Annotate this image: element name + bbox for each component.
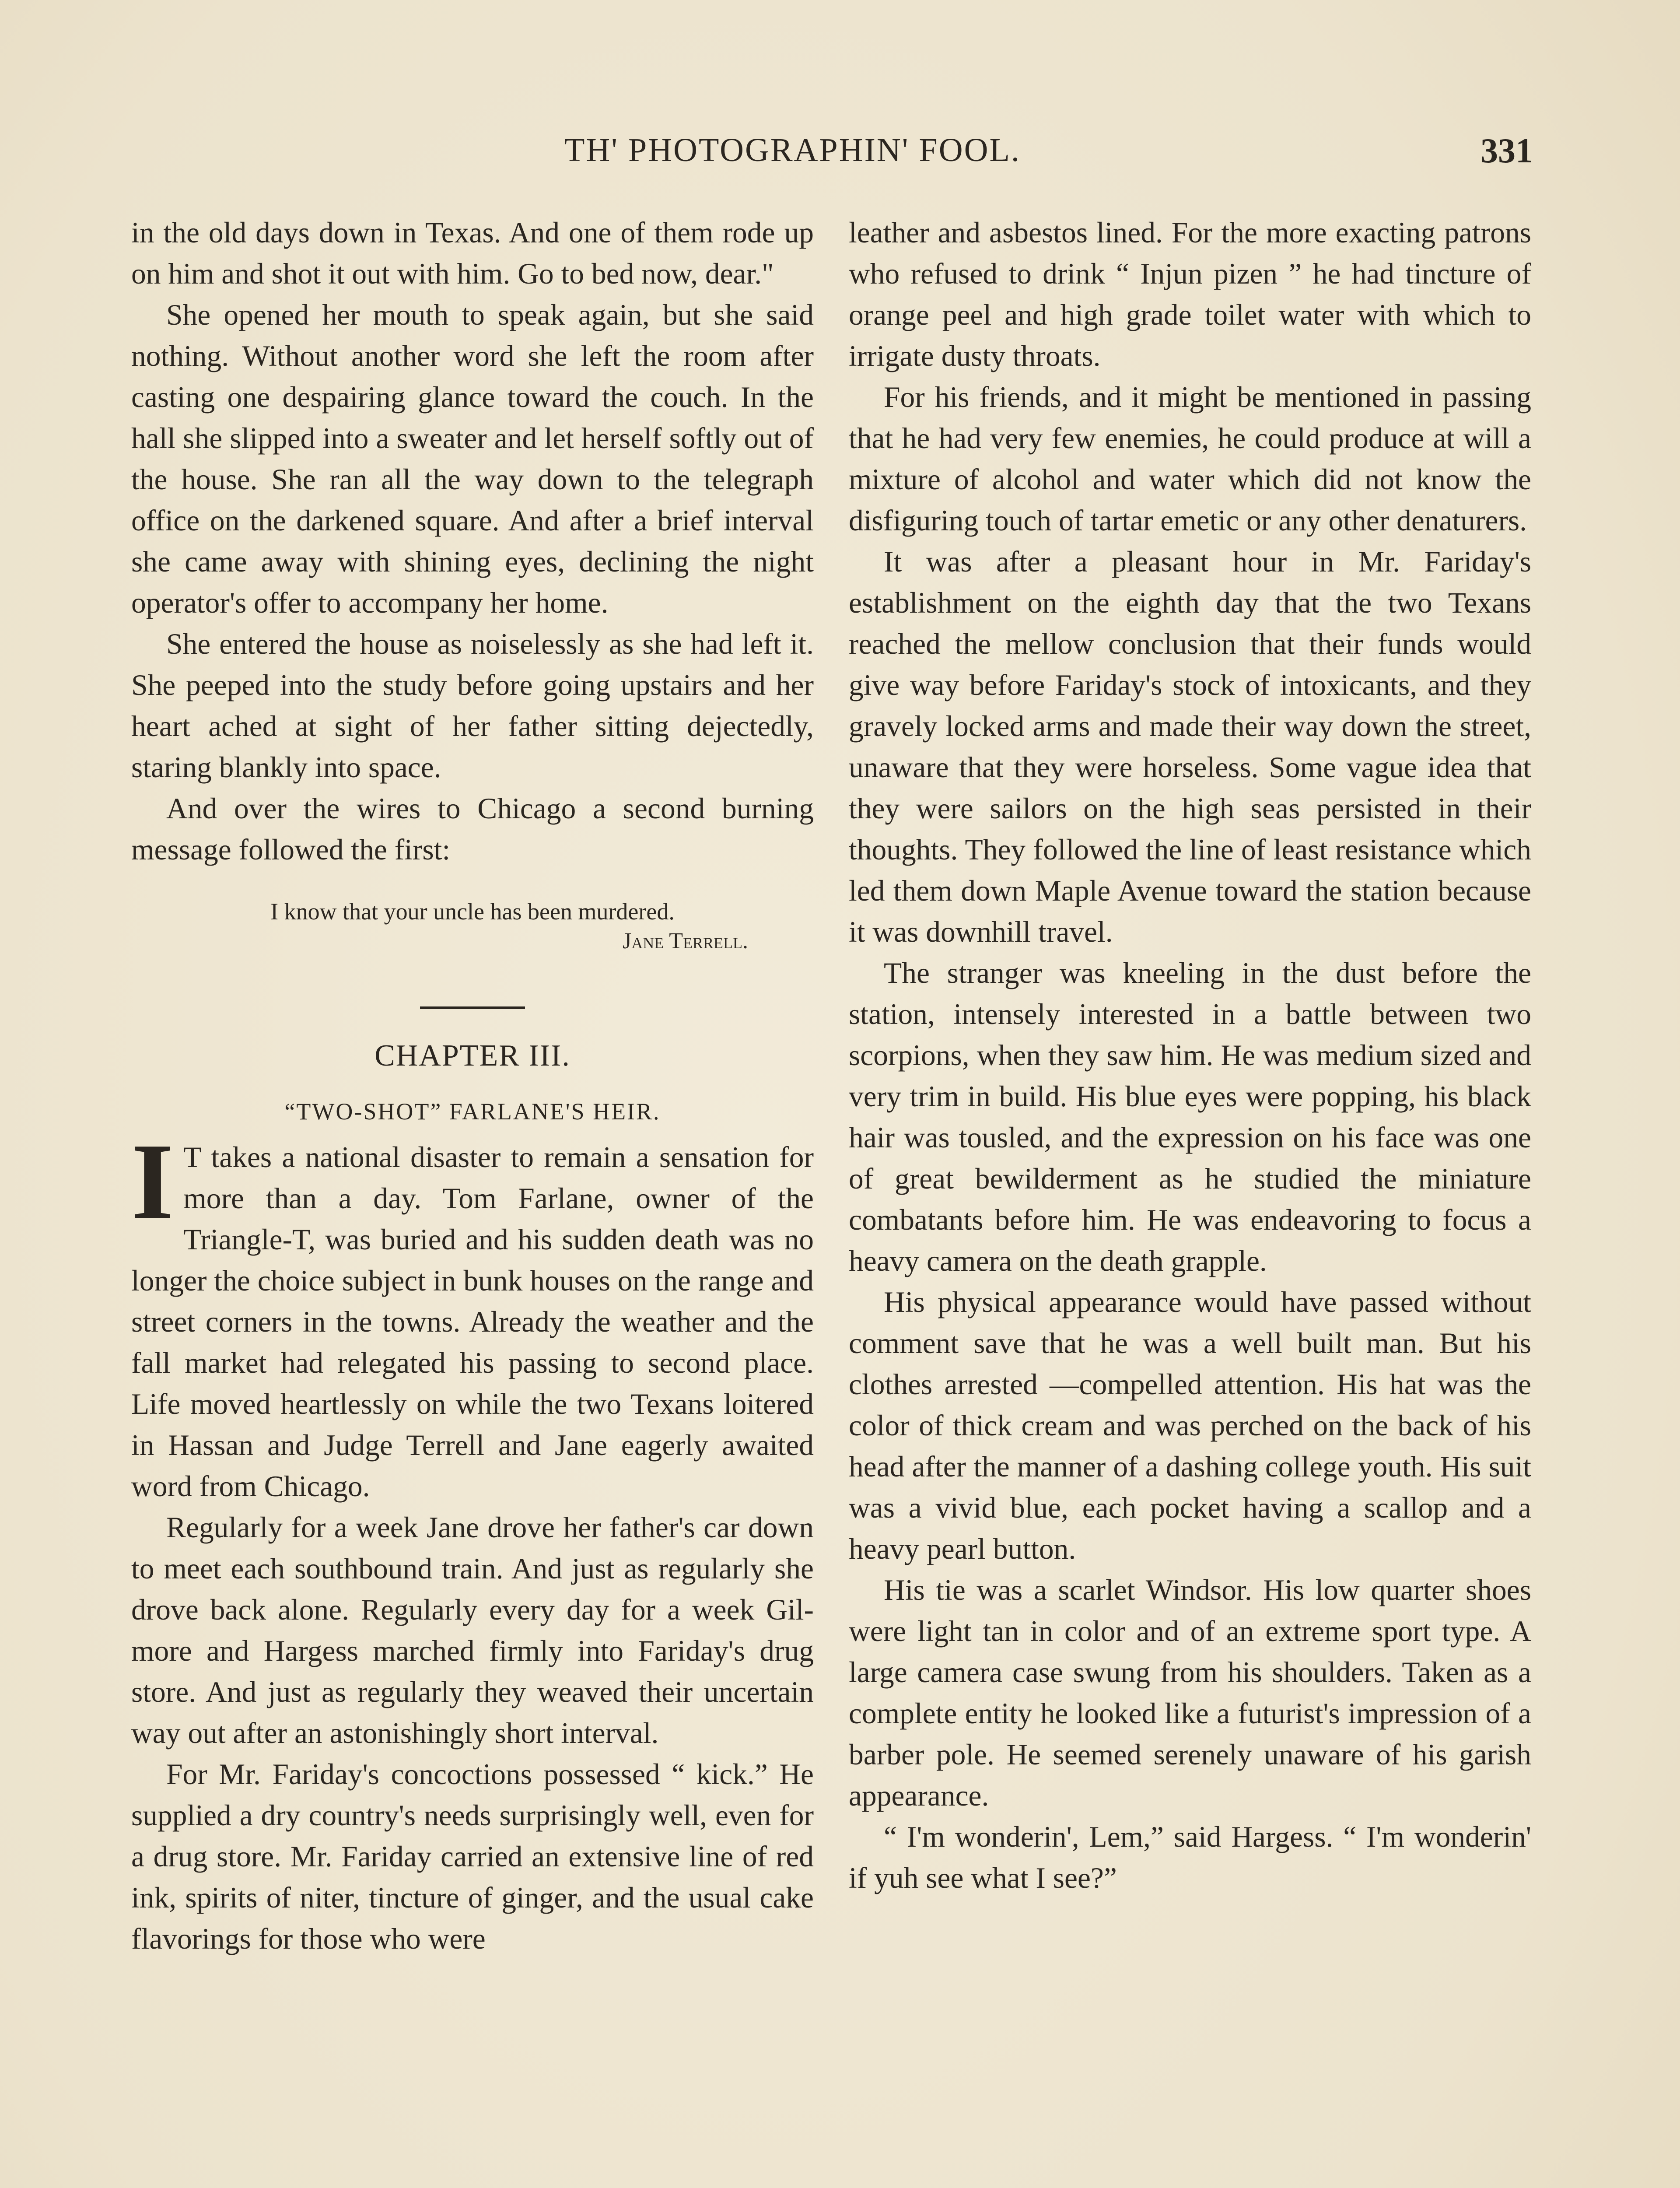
chapter-title: CHAPTER III. bbox=[374, 1039, 570, 1073]
paragraph: in the old days down in Texas. And one of them rode up on him and shot it out with him. Go to bed now, dear." bbox=[131, 216, 814, 290]
section-divider bbox=[420, 1006, 525, 1009]
paragraph: Regularly for a week Jane drove her father's car down to meet each southbound train. And just as regularly she drove back alone. Regularly every day for a week Gilmore and Hargess marched firmly into Fariday's drug store. And just as regularly they weaved their uncertain way out after an astonishingly short interval. bbox=[131, 1511, 814, 1750]
paragraph: It was after a pleasant hour in Mr. Fariday's establishment on the eighth day that the two Texans reached the mellow conclusion that their funds would give way before Fariday's stock of intoxicants, and they gravely locked arms and made their way down the street, unaware that they were horseless. Some vague idea that they were sailors on the high seas persisted in their thoughts. They followed the line of least resistance which led them down Maple Avenue toward the station because it was downhill travel. bbox=[849, 545, 1531, 948]
paragraph-dropcap bbox=[131, 1121, 814, 1507]
running-title: TH' PHOTOGRAPHIN' FOOL. bbox=[564, 132, 1021, 168]
paragraph: His physical appearance would have passed without comment save that he was a well built man. But his clothes arrested —compelled attention. His hat was the color of thick cream and was perched on the back of his head after the manner of a dashing college youth. His suit was a vivid blue, each pocket having a scallop and a heavy pearl button. bbox=[849, 1286, 1531, 1565]
telegram-text: I know that your uncle has been murdered. bbox=[270, 898, 675, 925]
paragraph: She entered the house as noiselessly as she had left it. She peeped into the study before going upstairs and her heart ached at sight of her father sitting dejectedly, staring blankly into space. bbox=[131, 628, 814, 784]
chapter-subtitle: “TWO-SHOT” FARLANE'S HEIR. bbox=[284, 1098, 661, 1125]
paragraph: The stranger was kneeling in the dust before the station, intensely interested in a battle between two scorpions, when they saw him. He was medium sized and very trim in build. His blue eyes were popping, his black hair was tousled, and the expression on his face was one of great bewilderment as he studied the miniature combatants before him. He was endeavoring to focus a heavy camera on the death grapple. bbox=[849, 957, 1531, 1277]
paragraph: For his friends, and it might be mentioned in passing that he had very few enemies, he could produce at will a mixture of alcohol and water which did not know the disfiguring touch of tartar emetic or any other denaturers. bbox=[849, 381, 1531, 537]
paragraph-text: T takes a national disaster to remain a sensation for more than a day. Tom Farlane, owner of the Triangle-T, was buried and his sudden death was no longer the choice subject in bunk houses on the range and street corners in the towns. Already the weather and the fall market had relegated his passing to second place. Life moved heartlessly on while the two Texans loitered in Hassan and Judge Terrell and Jane eagerly awaited word from Chicago. bbox=[131, 1141, 814, 1503]
paragraph: For Mr. Fariday's concoctions possessed “ kick.” He supplied a dry country's needs surprisingly well, even for a drug store. Mr. Fariday carried an extensive line of red ink, spirits of niter, tincture of ginger, and the usual cake flavorings for those who were bbox=[131, 1758, 814, 1955]
paragraph: And over the wires to Chicago a second burning message followed the first: bbox=[131, 792, 814, 866]
drop-cap: I bbox=[131, 1121, 174, 1242]
telegram-signature: Jane Terrell. bbox=[622, 929, 748, 954]
page-number: 331 bbox=[1480, 132, 1533, 170]
left-column bbox=[131, 212, 814, 1960]
right-column bbox=[849, 212, 1531, 1899]
paragraph: His tie was a scarlet Windsor. His low quarter shoes were light tan in color and of an extreme sport type. A large camera case swung from his shoulders. Taken as a complete entity he looked like a futurist's impression of a barber pole. He seemed serenely unaware of his garish appearance. bbox=[849, 1574, 1531, 1812]
paragraph: “ I'm wonderin', Lem,” said Hargess. “ I'm wonderin' if yuh see what I see?” bbox=[849, 1820, 1531, 1894]
paragraph: She opened her mouth to speak again, but she said nothing. Without another word she left the room after casting one despairing glance toward the couch. In the hall she slipped into a sweater and let herself softly out of the house. She ran all the way down to the telegraph office on the darkened square. And after a brief interval she came away with shining eyes, declining the night operator's offer to accompany her home. bbox=[131, 298, 814, 619]
paragraph: leather and asbestos lined. For the more exacting patrons who refused to drink “ Injun pizen ” he had tincture of orange peel and high grade toilet water with which to irrigate dusty throats. bbox=[849, 216, 1531, 372]
